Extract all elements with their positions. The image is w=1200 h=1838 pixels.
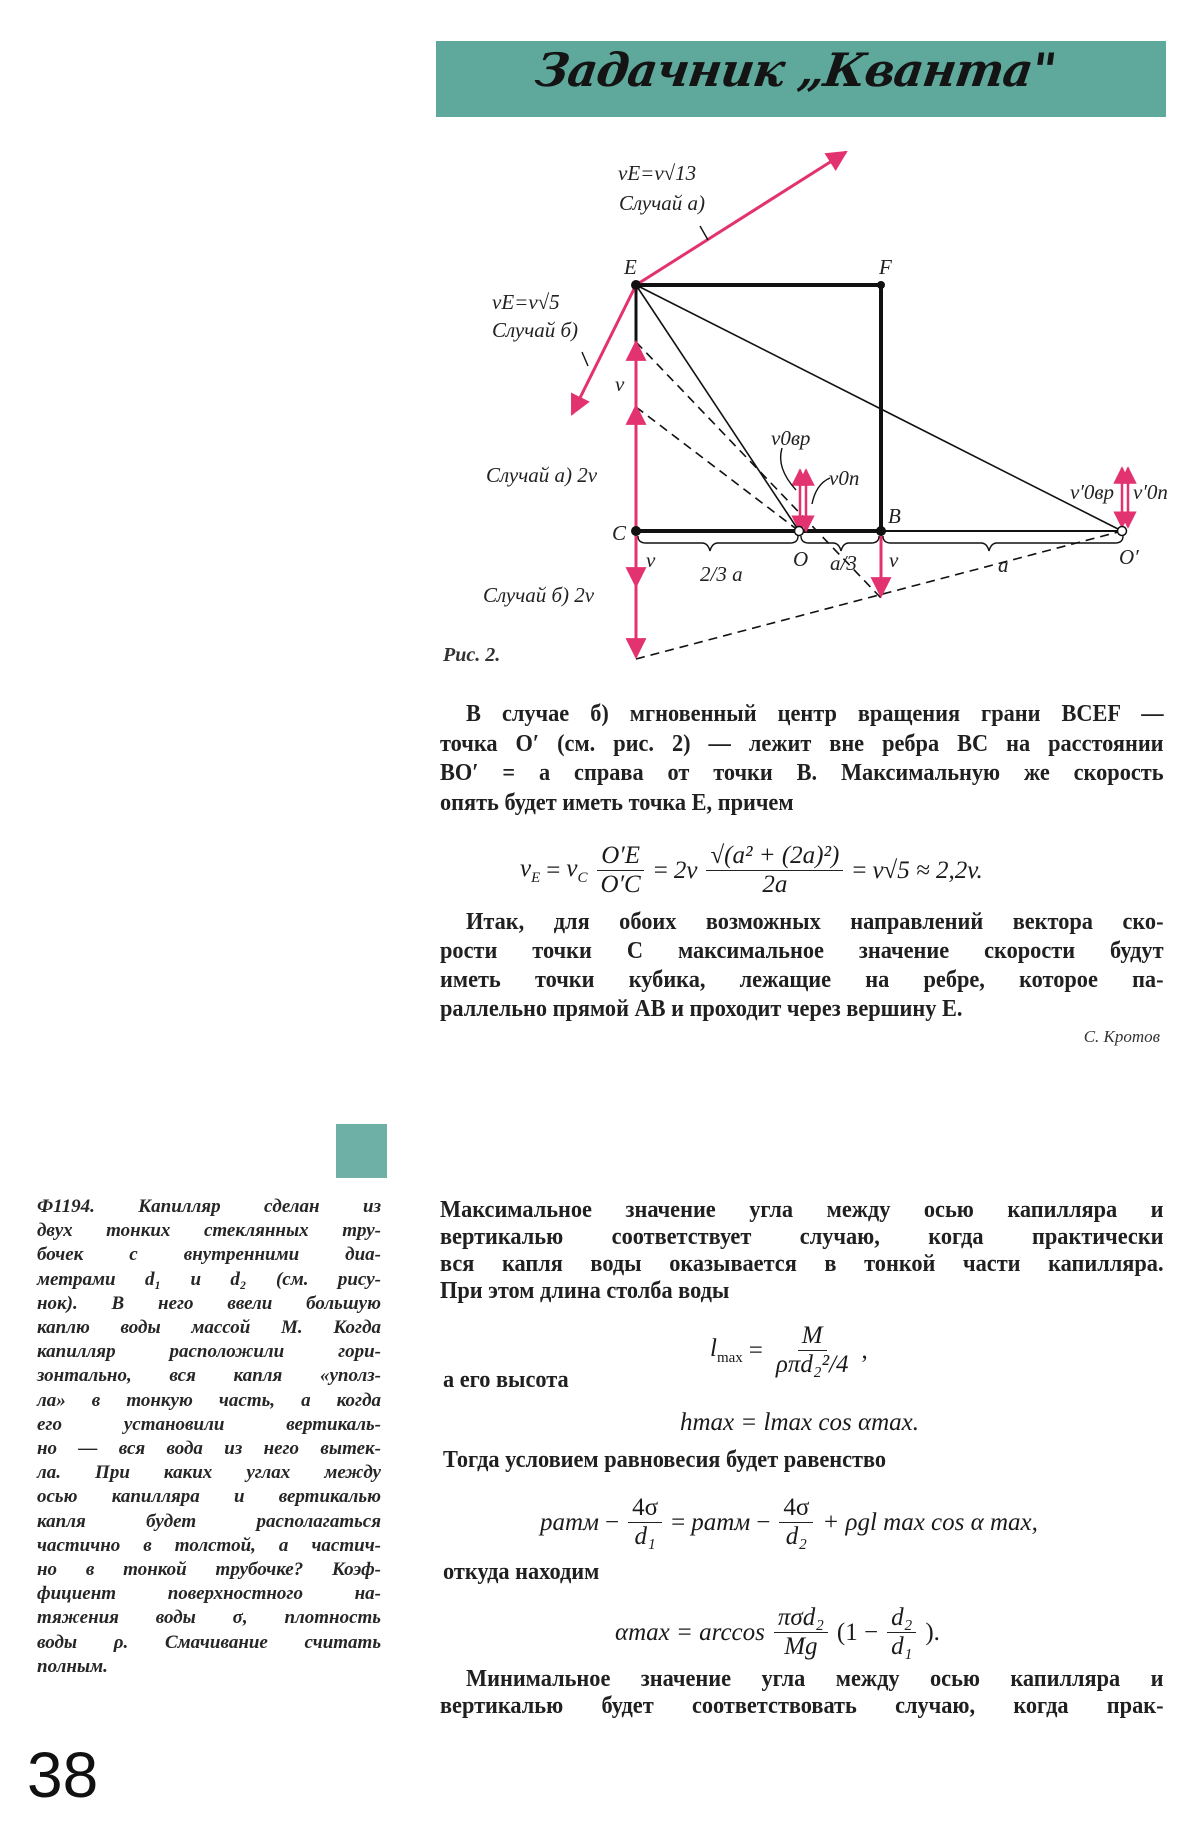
text-line: двух тонких стеклянных тру- [37, 1220, 381, 1242]
line-e-o [636, 285, 799, 531]
label-o-prime: O′ [1119, 545, 1139, 569]
velocity-vectors [572, 152, 1128, 657]
label-v0-rotation-prime: v′0вр [1070, 480, 1115, 504]
text-line: Максимальное значение угла между осью капилляра и [440, 1197, 1164, 1223]
formula-hmax: hmax = lmax cos αmax. [680, 1409, 919, 1436]
text-line: метрами d₁ и d₂ (см. рису- [37, 1268, 381, 1290]
text-line: В случае б) мгновенный центр вращения грани BCEF — [466, 701, 1164, 727]
text-line: капля будет располагаться [37, 1510, 381, 1532]
figure-2-diagram [0, 0, 1200, 700]
answer-paragraph-1 [440, 1197, 1164, 1305]
text-line: нок). В него ввели большую [37, 1292, 381, 1314]
label-o: O [793, 547, 809, 571]
label-ve-case-b: vE=v√5 [492, 290, 560, 314]
text-line: ла. При каких углах между [37, 1462, 381, 1484]
text-line: иметь точки кубика, лежащие на ребре, которое па- [440, 967, 1164, 993]
label-case-a: Случай а) [619, 191, 705, 215]
text-line: зонтально, вся капля «уполз- [37, 1365, 381, 1387]
text-line: его установили вертикаль- [37, 1413, 381, 1435]
text-equilibrium: Тогда условием равновесия будет равенство [443, 1447, 887, 1473]
cube-face-bcef [636, 285, 881, 531]
section-marker-square [336, 1124, 387, 1178]
text-line: капилляр расположили гори- [37, 1341, 381, 1363]
label-v0-translation: v0п [829, 466, 860, 490]
text-line: Минимальное значение угла между осью капилляра и [466, 1666, 1164, 1692]
text-line: но в тонкой трубочке? Коэф- [37, 1559, 381, 1581]
text-line: но — вся вода из него вытек- [37, 1438, 381, 1460]
formula-equilibrium: pатм − $\frac{4\sigma}{\text{d₁}}$ = pатм − $\frac{4\sigma}{\text{d₂}}$ + ρgl max cos α max, [540, 1494, 1038, 1550]
text-line: полным. [37, 1655, 108, 1677]
label-case-a-2v: Случай а) 2v [486, 463, 598, 487]
text-whence: откуда находим [443, 1559, 600, 1585]
text-line: раллельно прямой AB и проходит через вершину E. [440, 996, 963, 1022]
formula-lmax: $l_{max}$ = $\frac{M}{\text{ρπd₂²/4}}$ , [710, 1322, 868, 1378]
text-line: фициент поверхностного на- [37, 1583, 381, 1605]
text-line: Ф1194. Капилляр сделан из [37, 1196, 381, 1217]
solution-paragraph-2 [440, 908, 1164, 1024]
label-v-top: v [615, 372, 625, 396]
label-e: E [624, 255, 637, 279]
label-a-third: a/3 [830, 551, 857, 575]
label-v0-rotation: v0вр [771, 426, 811, 450]
label-case-b-2v: Случай б) 2v [483, 583, 595, 607]
text-line: каплю воды массой M. Когда [37, 1317, 381, 1339]
text-and-its-height: а его высота [443, 1367, 569, 1393]
page-number: 38 [27, 1739, 99, 1811]
solution-paragraph-1 [440, 700, 1164, 818]
answer-paragraph-2 [440, 1666, 1164, 1720]
label-ve-case-a: vE=v√13 [618, 161, 697, 185]
formula-alpha-max: αmax = arccos $\frac{\text{πσd₂}}{Mg}$ (1 − $\frac{\text{d₂}}{\text{d₁}}$ ). [615, 1604, 940, 1660]
label-a: a [998, 553, 1009, 577]
text-line: бочек с внутренними диа- [37, 1244, 381, 1266]
section-title-logo: Задачник „Кванта" [532, 43, 1059, 97]
author-signature: С. Кротов [1083, 1027, 1160, 1046]
text-line: частично в толстой, а частич- [37, 1534, 381, 1556]
text-line: BO′ = a справа от точки B. Максимальную же скорость [440, 760, 1164, 786]
vector-ve-case-b [572, 285, 636, 414]
label-two-thirds-a: 2/3 a [700, 562, 743, 586]
text-line: опять будет иметь точка E, причем [440, 789, 794, 816]
label-case-b: Случай б) [492, 318, 579, 342]
label-b: B [888, 504, 901, 528]
label-v-c: v [646, 548, 656, 572]
label-f: F [879, 255, 892, 279]
text-line: воды ρ. Смачивание считать [37, 1631, 381, 1653]
text-line: вертикалью соответствует случаю, когда практически [440, 1224, 1164, 1250]
formula-ve: $v_E$ = $v_C$ $\frac{O'E}{O'C}$ = 2v $\frac{\text{√(a² + (2a)²)}}{2a}$ = v√5 ≈ 2,2v. [520, 842, 983, 898]
label-v-b: v [889, 548, 899, 572]
problem-f1194-statement [37, 1195, 381, 1679]
text-line: вся капля воды оказывается в тонкой части капилляра. [440, 1251, 1164, 1277]
text-line: ла» в тонкую часть, а когда [37, 1389, 381, 1411]
figure-caption: Рис. 2. [443, 644, 501, 666]
text-line: тяжения воды σ, плотность [37, 1607, 381, 1629]
label-c: C [612, 521, 627, 545]
text-line: Итак, для обоих возможных направлений вектора ско- [466, 909, 1164, 935]
text-line: точка O′ (см. рис. 2) — лежит вне ребра BC на расстоянии [440, 730, 1164, 757]
text-line: осью капилляра и вертикалью [37, 1486, 381, 1508]
text-line: рости точки C максимальное значение скорости будут [440, 938, 1164, 964]
label-v0-translation-prime: v′0п [1133, 480, 1168, 504]
text-line: При этом длина столба воды [440, 1278, 730, 1304]
text-line: вертикалью будет соответствовать случаю, когда прак- [440, 1693, 1164, 1719]
